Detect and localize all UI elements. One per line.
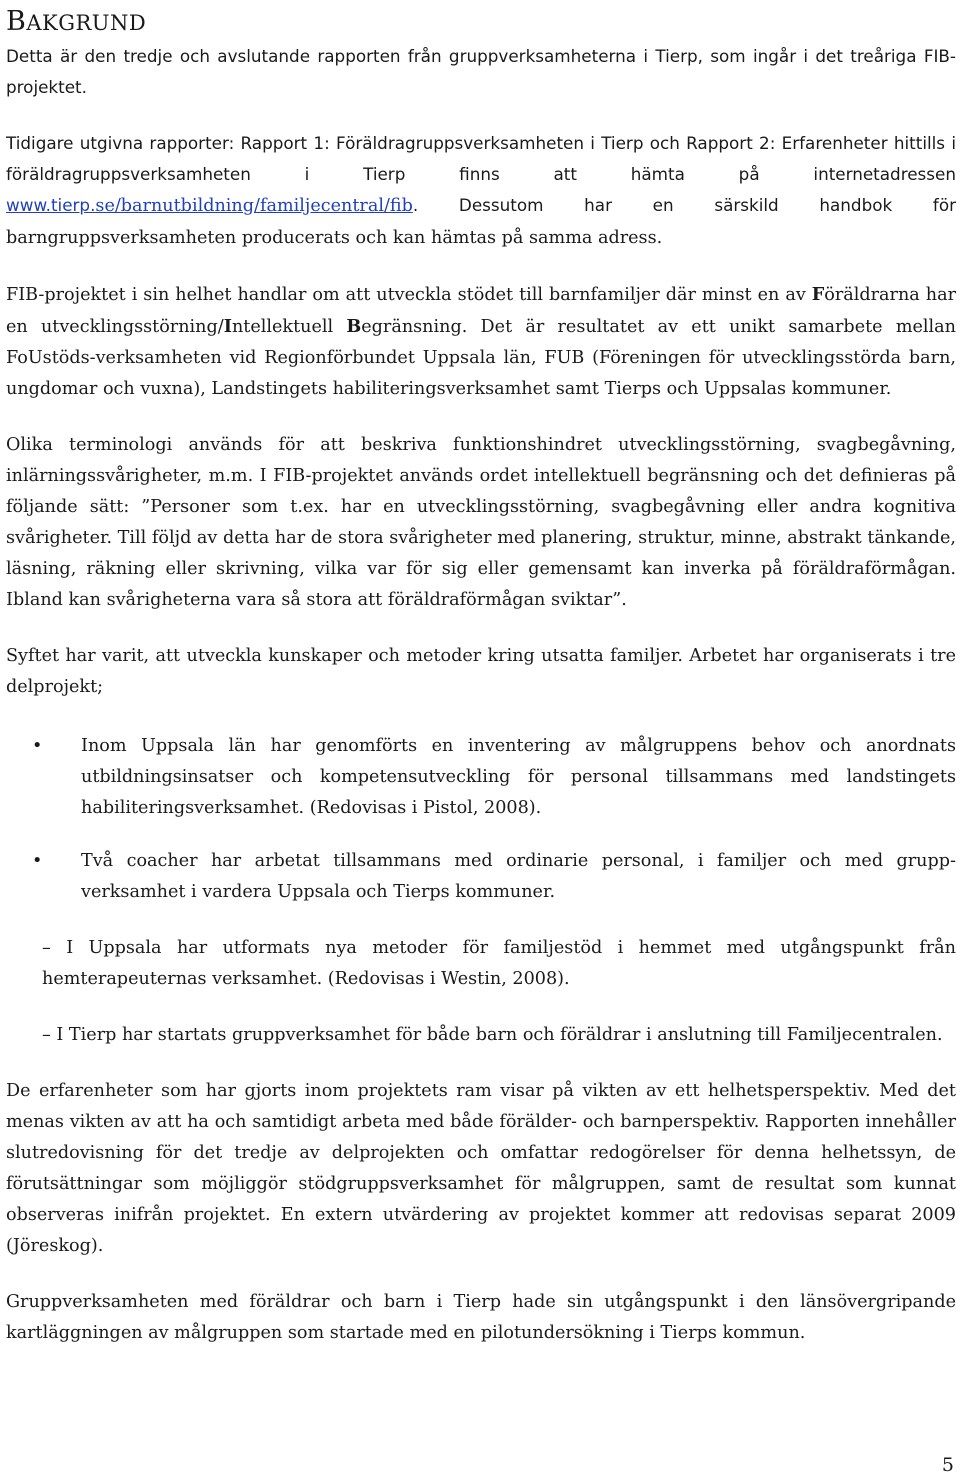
fib-text-2: öräldrarna har en utvecklingsstörning/ [6,285,956,337]
fib-text-4: egränsning. Det är resultatet av ett unikt samarbete mellan FoUstöds-verksamheten vid Regionförbundet Uppsala län, FUB (Föreningen för utvecklingsstörda barn, ungdomar och vuxna), Landstingets habiliteringsverksamhet samt Tierps och Uppsalas kommuner. [6,317,956,399]
fib-project-paragraph [6,279,956,405]
fib-text-3: ntellektuell [231,317,347,337]
handbook-text: . Dessutom har en särskild handbok för [412,195,956,215]
dash-marker: – [42,1025,51,1045]
page-number: 5 [941,1454,954,1476]
subproject-bullet-list [6,731,956,908]
handbook-text-continued: barngruppsverksamheten producerats och kan hämtas på samma adress. [6,228,663,248]
report-link-part-b: se/barnutbildning/familjecentral/fib [95,196,413,216]
previous-reports-text: Tidigare utgivna rapporter: Rapport 1: Föräldragruppsverksamheten i Tierp och Rapport 2: Erfarenheter hittills i föräldragruppsverksamheten i Tierp finns att hämta på internetadressen [6,133,956,184]
fib-letter-i: I [223,316,232,337]
terminology-paragraph: Olika terminologi används för att beskriva funktionshindret utvecklingsstörning, svagbegåvning, inlärningssvårigheter, m.m. I FIB-projektet används ordet intellektuell begränsning och det definieras på följande sätt: ”Personer som t.ex. har en utvecklingsstörning, svagbegåvning eller andra kognitiva svårigheter. Till följd av detta har de stora svårigheter med planering, struktur, minne, abstrakt tänkande, läsning, räkning eller skrivning, vilka var för sig eller gemensamt kan inverka på föräldraförmågan. Ibland kan svårigheterna vara så stora att föräldraförmågan sviktar”. [6,435,956,610]
bullet-item-text: Två coacher har arbetat tillsammans med ordinarie personal, i familjer och med gruppverksamhet i vardera Uppsala och Tierps kommuner. [81,851,956,902]
group-activity-paragraph: Gruppverksamheten med föräldrar och barn i Tierp hade sin utgångspunkt i den länsövergripande kartläggningen av målgruppen som startade med en pilotundersökning i Tierps kommun. [6,1292,956,1343]
fib-text-1: FIB-projektet i sin helhet handlar om att utveckla stödet till barnfamiljer där minst en av [6,285,812,305]
document-page [6,0,956,1349]
previous-reports-paragraph [6,128,956,254]
bullet-item-coaches [6,846,956,908]
dash-item-tierp [6,1020,956,1051]
fib-letter-f: F [811,284,825,305]
report-link-path[interactable] [95,196,412,216]
report-link[interactable] [6,195,95,215]
fib-letter-b: B [346,316,362,337]
report-link-part-a: www.tierp. [6,195,96,215]
bullet-item-text: Inom Uppsala län har genomförts en inventering av målgruppens behov och anordnats utbildningsinsatser och kompetensutveckling för personal tillsammans med landstingets habiliteringsverksamhet. (Redovisas i Pistol, 2008). [81,736,956,818]
heading-initial: B [6,6,27,37]
intro-paragraph: Detta är den tredje och avslutande rapporten från gruppverksamheterna i Tierp, som ingår i det treåriga FIB-projektet. [6,46,956,97]
section-heading [6,4,956,41]
dash-marker: – [42,938,51,958]
experience-paragraph: De erfarenheter som har gjorts inom projektets ram visar på vikten av ett helhetsperspektiv. Med det menas vikten av att ha och samtidigt arbeta med både förälder- och barnperspektiv. Rapporten innehåller slutredovisning för det tredje av delprojekten och omfattar redogörelser för denna helhetssyn, de förutsättningar som möjliggör stödgruppsverksamhet för målgruppen, samt de resultat som kunnat observeras inifrån projektet. En extern utvärdering av projektet kommer att redovisas separat 2009 (Jöreskog). [6,1081,956,1256]
bullet-item-inventory [6,731,956,824]
dash-item-text: I Uppsala har utformats nya metoder för familjestöd i hemmet med utgångspunkt från hemterapeuternas verksamhet. (Redovisas i Westin, 2008). [42,938,956,989]
dash-item-text: I Tierp har startats gruppverksamhet för både barn och föräldrar i anslutning till Familjecentralen. [56,1025,943,1045]
bullet-marker: • [32,736,43,756]
bullet-marker: • [32,851,43,871]
dash-item-uppsala [6,933,956,995]
heading-rest: AKGRUND [26,11,147,35]
purpose-paragraph: Syftet har varit, att utveckla kunskaper och metoder kring utsatta familjer. Arbetet har organiserats i tre delprojekt; [6,646,956,697]
